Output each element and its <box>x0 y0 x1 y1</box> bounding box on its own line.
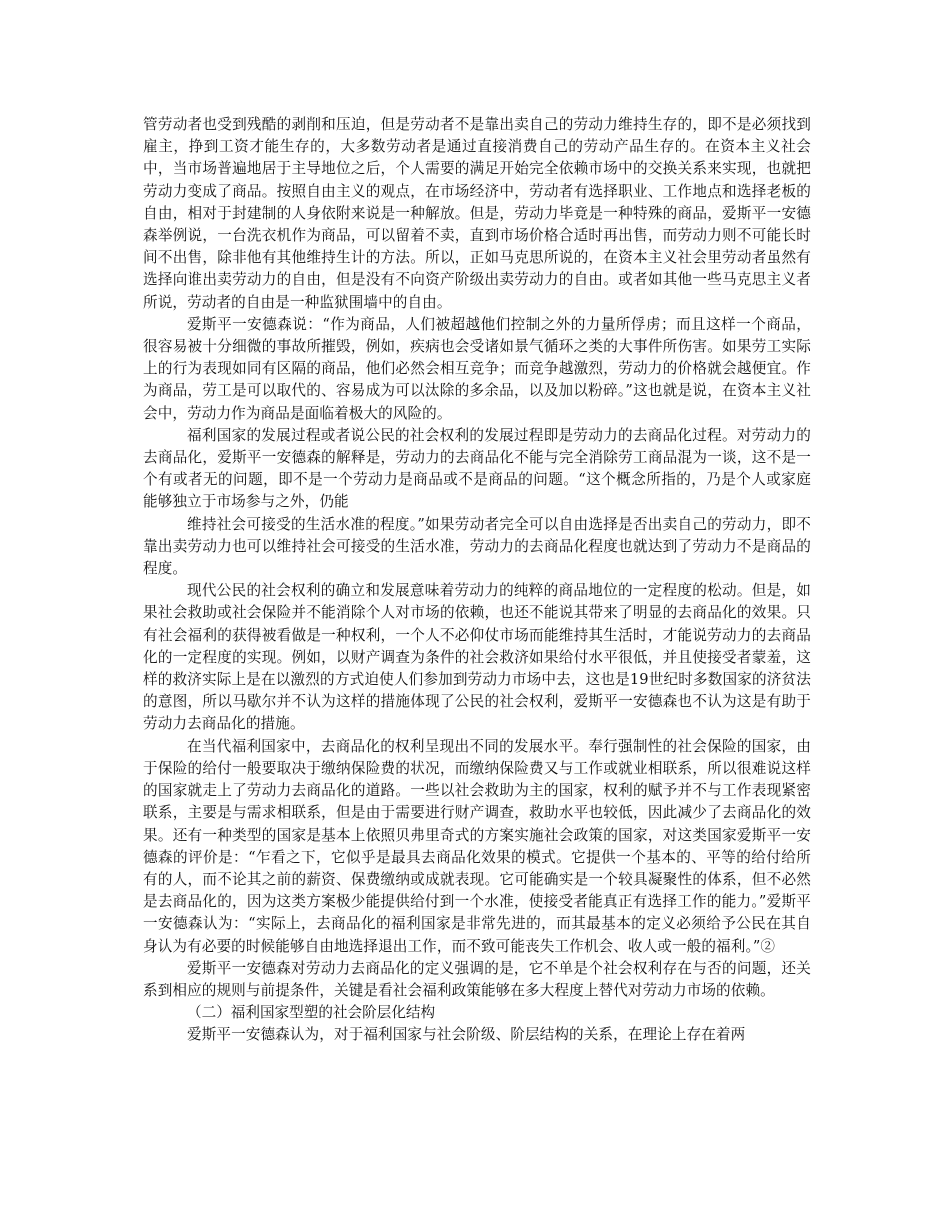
paragraph-commodity-quote: 爱斯平一安德森说：“作为商品，人们被超越他们控制之外的力量所俘虏；而且这样一个商品，很容易被十分细微的事故所摧毁，例如，疾病也会受诸如景气循环之类的大事件所伤害。如果劳工实际上的行为表现如同有区隔的商品，他们必然会相互竞争；而竞争越激烈，劳动力的价格就会越便宜。作为商品，劳工是可以取代的、容易成为可以汰除的多余品，以及加以粉碎。”这也就是说，在资本主义社会中，劳动力作为商品是面临着极大的风险的。 <box>143 315 811 422</box>
paragraph-stratification: 爱斯平一安德森认为，对于福利国家与社会阶级、阶层结构的关系，在理论上存在着两 <box>187 1026 746 1044</box>
paragraph-living-standard: 维持社会可接受的生活水准的程度。”如果劳动者完全可以自由选择是否出卖自己的劳动力，即不靠出卖劳动力也可以维持社会可接受的生活水准，劳动力的去商品化程度也就达到了劳动力不是商品的程度。 <box>143 515 811 578</box>
section-heading: （二）福利国家型塑的社会阶层化结构 <box>187 1004 436 1022</box>
paragraph-continuation: 管劳动者也受到残酷的剥削和压迫，但是劳动者不是靠出卖自己的劳动力维持生存的，即不是必须找到雇主，挣到工资才能生存的，大多数劳动者是通过直接消费自己的劳动产品生存的。在资本主义社会中，当市场普遍地居于主导地位之后，个人需要的满足开始完全依赖市场中的交换关系来实现，也就把劳动力变成了商品。按照自由主义的观点，在市场经济中，劳动者有选择职业、工作地点和选择老板的自由，相对于封建制的人身依附来说是一种解放。但是，劳动力毕竟是一种特殊的商品，爱斯平一安德森举例说，一台洗衣机作为商品，可以留着不卖，直到市场价格合适时再出售，而劳动力则不可能长时间不出售，除非他有其他维持生计的方法。所以，正如马克思所说的，在资本主义社会里劳动者虽然有选择向谁出卖劳动力的自由，但是没有不向资产阶级出卖劳动力的自由。或者如其他一些马克思主义者所说，劳动者的自由是一种监狱围墙中的自由。 <box>143 116 811 311</box>
paragraph-definition-summary: 爱斯平一安德森对劳动力去商品化的定义强调的是，它不单是个社会权利存在与否的问题，还关系到相应的规则与前提条件，关键是看社会福利政策能够在多大程度上替代对劳动力市场的依赖。 <box>143 959 811 999</box>
paragraph-welfare-levels: 在当代福利国家中，去商品化的权利呈现出不同的发展水平。奉行强制性的社会保险的国家，由于保险的给付一般要取决于缴纳保险费的状况，而缴纳保险费又与工作或就业相联系，所以很难说这样的国家就走上了劳动力去商品化的道路。一些以社会救助为主的国家，权利的赋予并不与工作表现紧密联系，主要是与需求相联系，但是由于需要进行财产调查，救助水平也较低，因此减少了去商品化的效果。还有一种类型的国家是基本上依照贝弗里奇式的方案实施社会政策的国家，对这类国家爱斯平一安德森的评价是：“乍看之下，它似乎是最具去商品化效果的模式。它提供一个基本的、平等的给付给所有的人，而不论其之前的薪资、保费缴纳或成就表现。它可能确实是一个较具凝聚性的体系，但不必然是去商品化的，因为这类方案极少能提供给付到一个水准，使接受者能真正有选择工作的能力。”爱斯平一安德森认为：“实际上，去商品化的福利国家是非常先进的，而其最基本的定义必须给予公民在其自身认为有必要的时候能够自由地选择退出工作，而不致可能丧失工作机会、收人或一般的福利。”② <box>143 737 811 955</box>
document-page <box>143 114 811 1047</box>
paragraph-social-rights: 现代公民的社会权利的确立和发展意味着劳动力的纯粹的商品地位的一定程度的松动。但是，如果社会救助或社会保险并不能消除个人对市场的依赖，也还不能说其带来了明显的去商品化的效果。只有社会福利的获得被看做是一种权利，一个人不必仰仗市场而能维持其生活时，才能说劳动力的去商品化的一定程度的实现。例如，以财产调查为条件的社会救济如果给付水平很低，并且使接受者蒙羞，这样的救济实际上是在以激烈的方式迫使人们参加到劳动力市场中去，这也是19世纪时多数国家的济贫法的意图，所以马歇尔并不认为这样的措施体现了公民的社会权利，爱斯平一安德森也不认为这是有助于劳动力去商品化的措施。 <box>143 582 811 733</box>
paragraph-decommodification-process: 福利国家的发展过程或者说公民的社会权利的发展过程即是劳动力的去商品化过程。对劳动力的去商品化，爱斯平一安德森的解释是，劳动力的去商品化不能与完全消除劳工商品混为一谈，这不是一个有或者无的问题，即不是一个劳动力是商品或不是商品的问题。“这个概念所指的，乃是个人或家庭能够独立于市场参与之外，仍能 <box>143 426 811 511</box>
